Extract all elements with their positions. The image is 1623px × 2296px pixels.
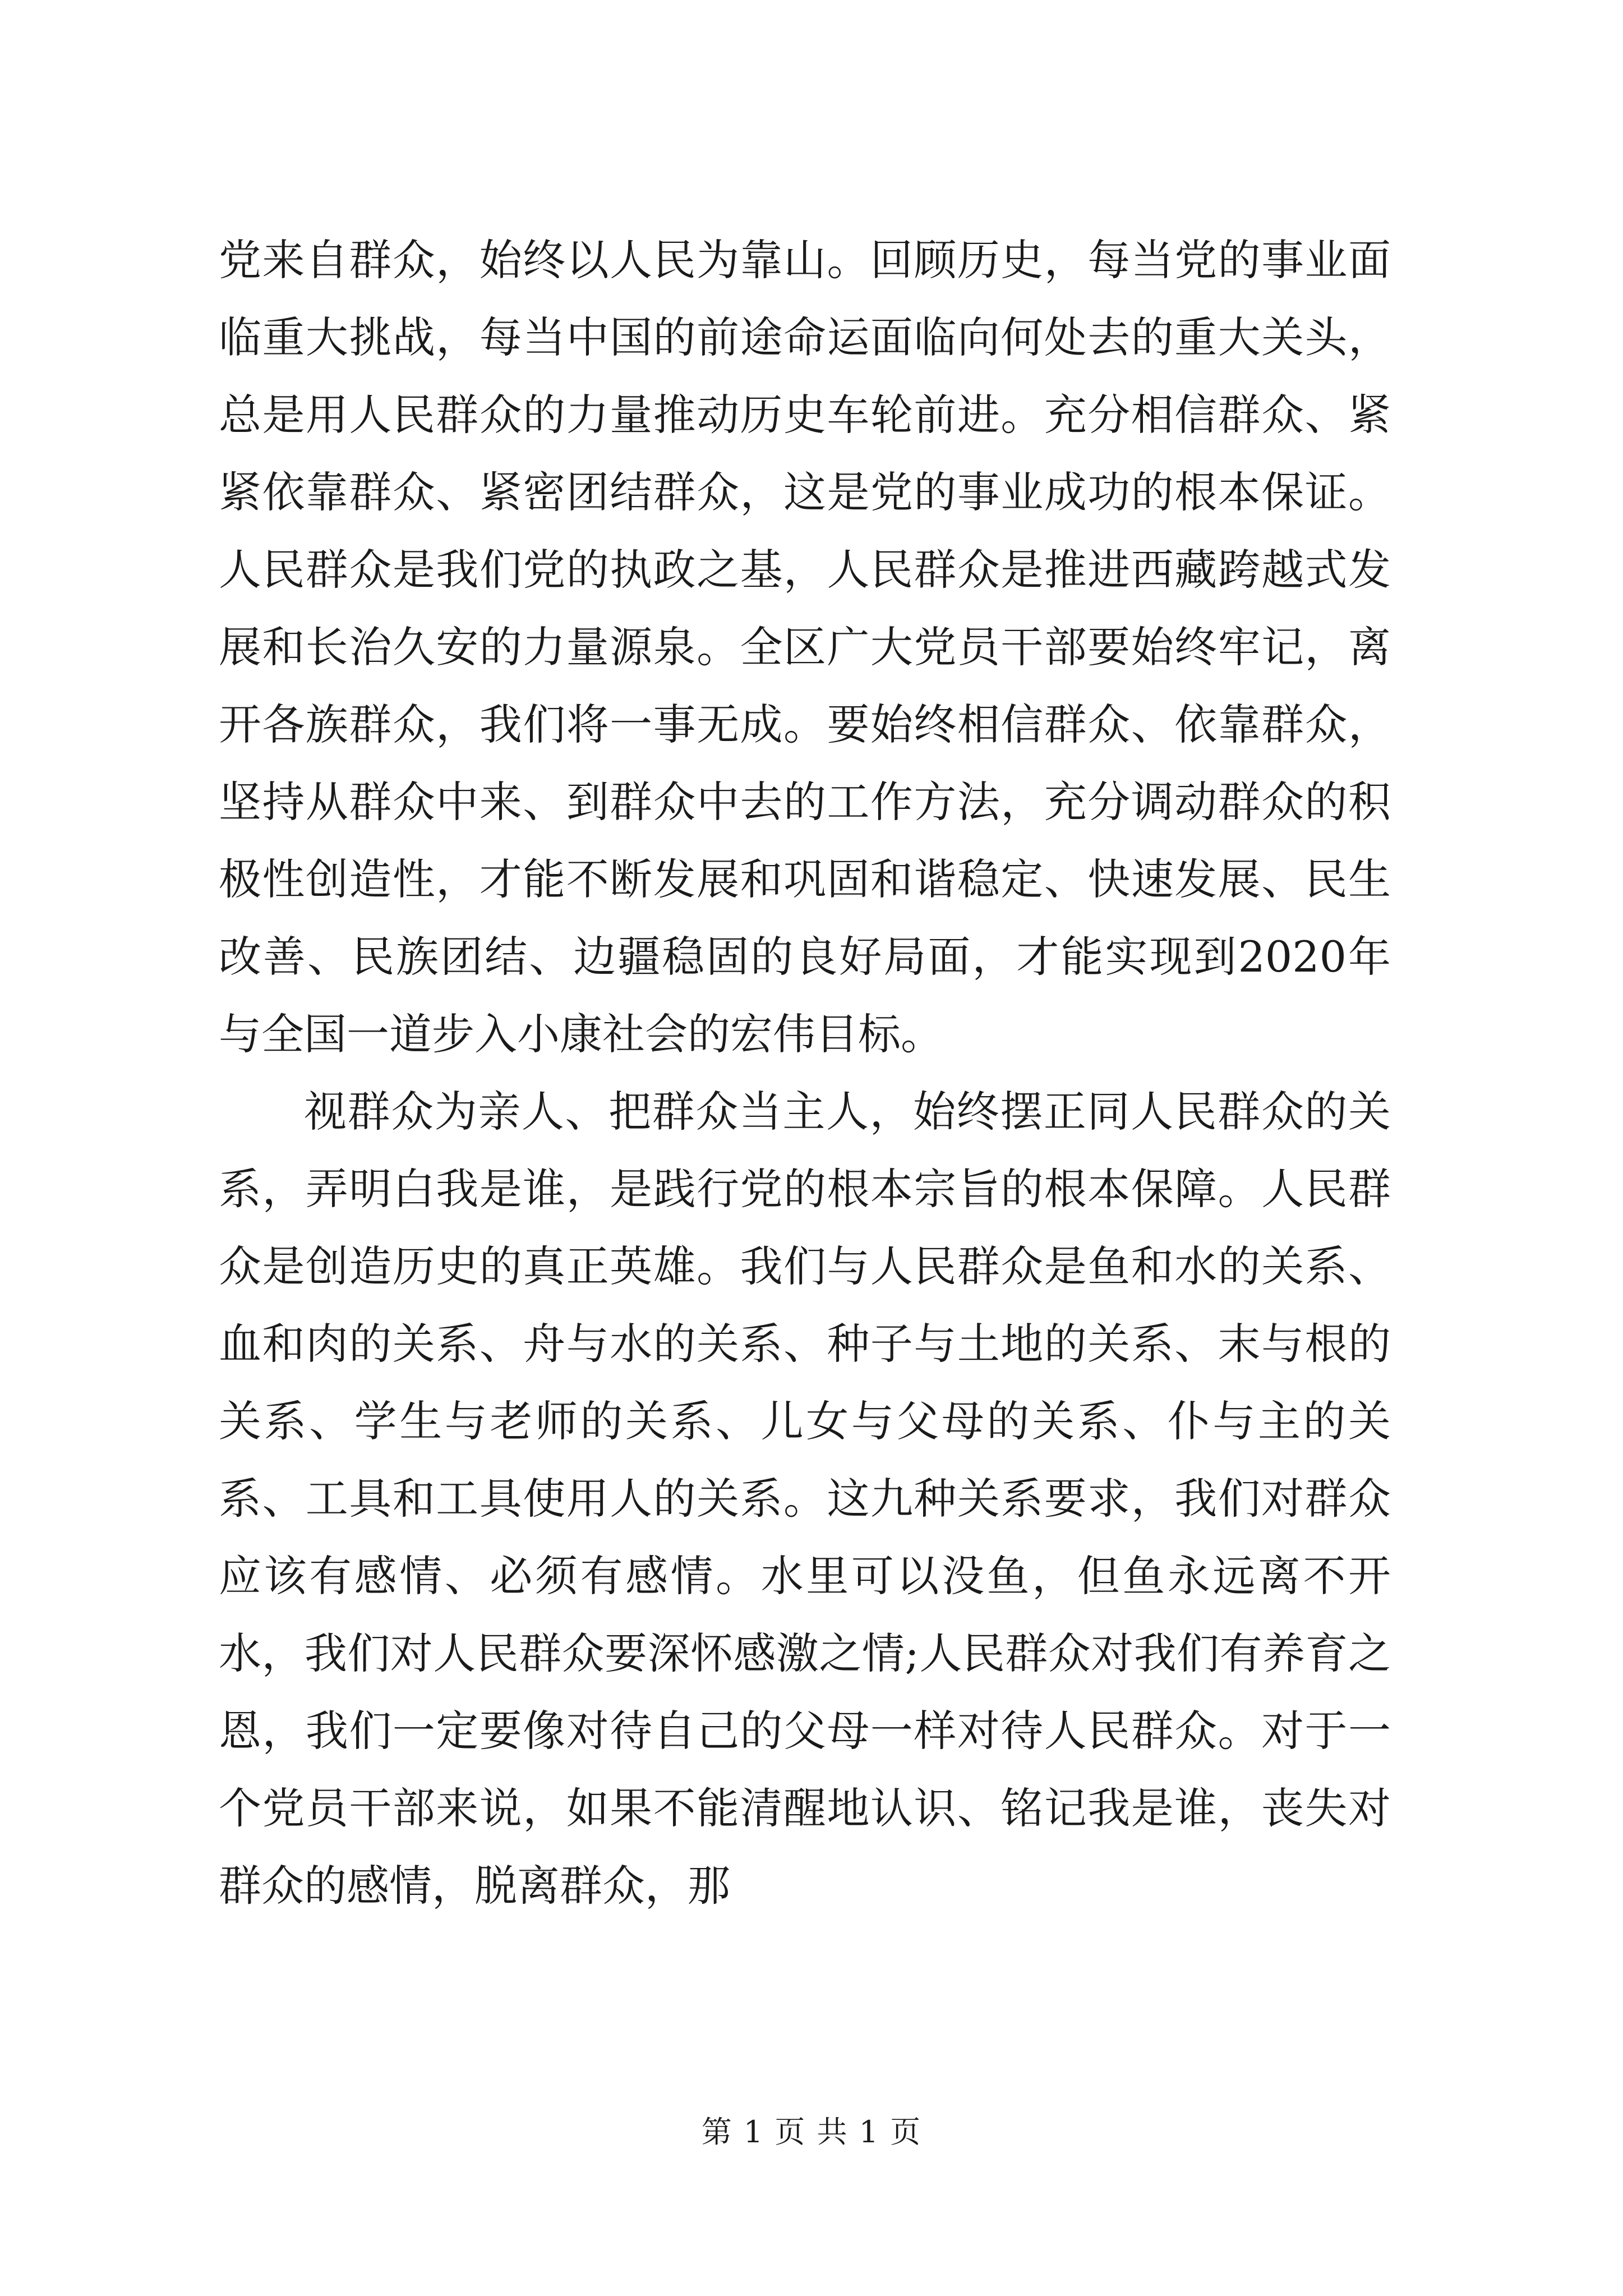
page-footer: 第 1 页 共 1 页	[701, 2114, 922, 2150]
document-body	[219, 222, 1391, 1925]
paragraph-1: 党来自群众，始终以人民为靠山。回顾历史，每当党的事业面临重大挑战，每当中国的前途命运面临向何处去的重大关头，总是用人民群众的力量推动历史车轮前进。充分相信群众、紧紧依靠群众、紧密团结群众，这是党的事业成功的根本保证。人民群众是我们党的执政之基，人民群众是推进西藏跨越式发展和长治久安的力量源泉。全区广大党员干部要始终牢记，离开各族群众，我们将一事无成。要始终相信群众、依靠群众，坚持从群众中来、到群众中去的工作方法，充分调动群众的积极性创造性，才能不断发展和巩固和谐稳定、快速发展、民生改善、民族团结、边疆稳固的良好局面，才能实现到2020年与全国一道步入小康社会的宏伟目标。	[219, 235, 1391, 1059]
paragraph-2: 视群众为亲人、把群众当主人，始终摆正同人民群众的关系，弄明白我是谁，是践行党的根本宗旨的根本保障。人民群众是创造历史的真正英雄。我们与人民群众是鱼和水的关系、血和肉的关系、舟与水的关系、种子与土地的关系、末与根的关系、学生与老师的关系、儿女与父母的关系、仆与主的关系、工具和工具使用人的关系。这九种关系要求，我们对群众应该有感情、必须有感情。水里可以没鱼，但鱼永远离不开水，我们对人民群众要深怀感激之情;人民群众对我们有养育之恩，我们一定要像对待自己的父母一样对待人民群众。对于一个党员干部来说，如果不能清醒地认识、铭记我是谁，丧失对群众的感情，脱离群众，那	[219, 1087, 1391, 1911]
